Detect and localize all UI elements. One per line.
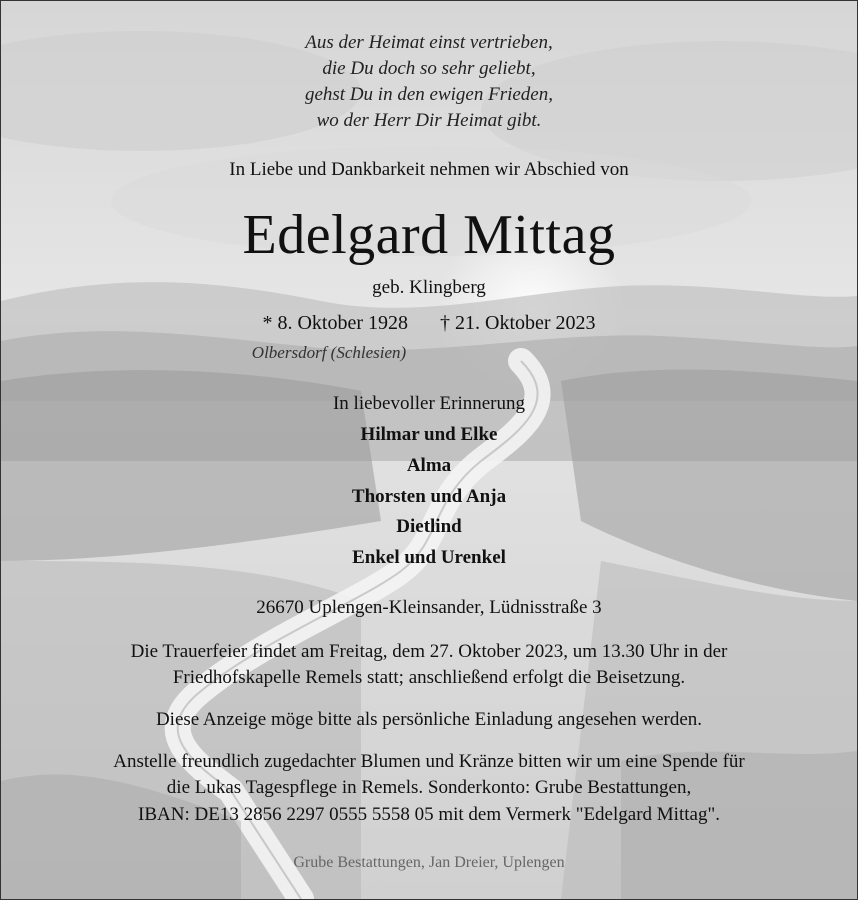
invitation-text: Diese Anzeige möge bitte als persönliche Einladung angesehen werden. [155,709,703,730]
donation-line-3: IBAN: DE13 2856 2297 0555 5558 05 mit dem Vermerk "Edelgard Mittag". [138,804,720,825]
donation-line-1: Anstelle freundlich zugedachter Blumen und Kränze bitten wir um eine Spende für [113,751,745,772]
born-name: geb. Klingberg [372,277,486,298]
funeral-line-1: Die Trauerfeier findet am Freitag, dem 27. Oktober 2023, um 13.30 Uhr in der [130,641,728,662]
mourner-1: Hilmar und Elke [360,424,498,445]
death-date: † 21. Oktober 2023 [440,312,596,334]
donation-line-2: die Lukas Tagespflege in Remels. Sonderkonto: Grube Bestattungen, [166,777,692,798]
birth-date: * 8. Oktober 1928 [262,312,408,334]
mourner-2: Alma [406,455,452,476]
funeral-home-footer: Grube Bestattungen, Jan Dreier, Uplengen [293,854,565,871]
mourner-5: Enkel und Urenkel [352,547,506,568]
life-dates [1,312,857,335]
poem-line-1: Aus der Heimat einst vertrieben, [305,32,553,53]
address: 26670 Uplengen-Kleinsander, Lüdnisstraße 3 [256,597,602,618]
poem-line-3: gehst Du in den ewigen Frieden, [304,84,553,105]
poem-line-2: die Du doch so sehr geliebt, [322,58,536,79]
memory-intro: In liebevoller Erinnerung [332,393,526,414]
deceased-name: Edelgard Mittag [242,204,616,266]
intro-text: In Liebe und Dankbarkeit nehmen wir Abschied von [229,159,629,180]
birthplace: Olbersdorf (Schlesien) [251,343,407,362]
funeral-line-2: Friedhofskapelle Remels statt; anschließend erfolgt die Beisetzung. [172,667,686,688]
mourner-3: Thorsten und Anja [351,486,507,507]
poem-line-4: wo der Herr Dir Heimat gibt. [316,110,542,131]
mourner-4: Dietlind [396,516,462,537]
obituary-content [1,1,857,899]
